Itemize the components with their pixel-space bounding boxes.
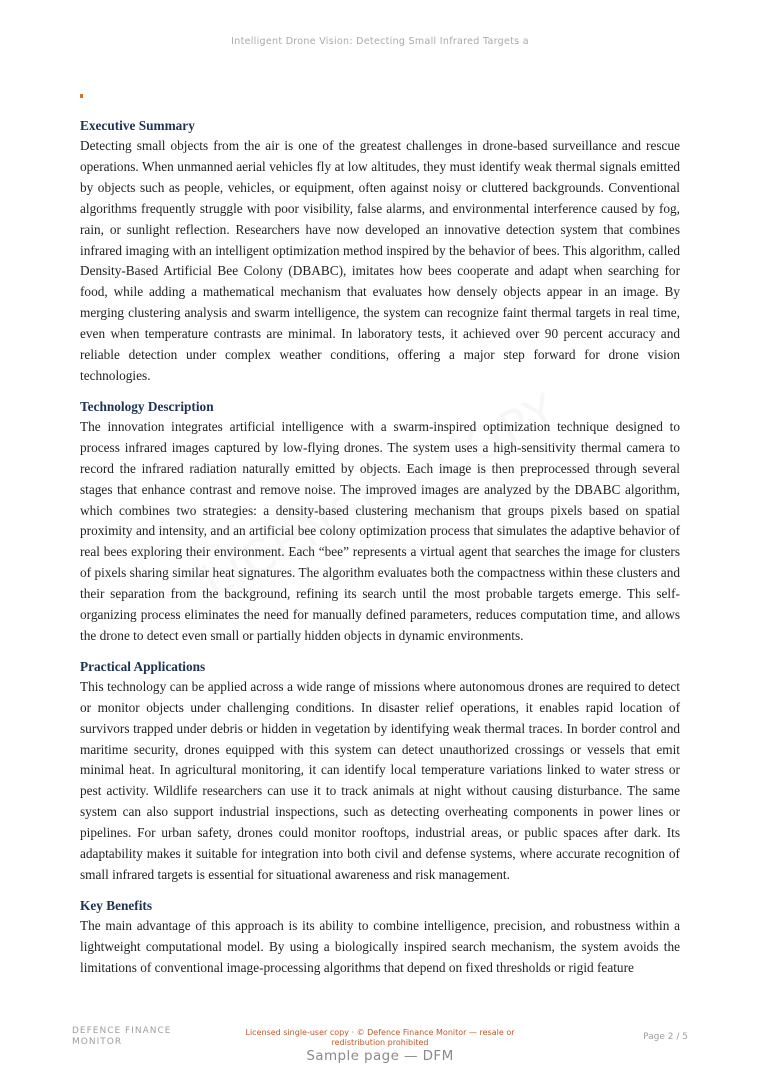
- section-paragraph: The main advantage of this approach is its ability to combine intelligence, precision, and robustness within a lightweight computational model. By using a biologically inspired search mechanism, the system avoids the limitations of conventional image-processing algorithms that depend on fixed thresholds or rigid feature: [80, 917, 680, 975]
- document-body: [80, 115, 680, 988]
- section-title: Executive Summary: [80, 118, 195, 133]
- section-technology-description: [80, 396, 680, 647]
- footer-brand-line: DEFENCE FINANCE: [72, 1026, 172, 1036]
- sample-page-stamp: Sample page — DFM: [306, 1048, 454, 1064]
- section-paragraph: This technology can be applied across a wide range of missions where autonomous drones are required to detect or monitor objects under challenging conditions. In disaster relief operations, it enables rapid location of survivors trapped under debris or hidden in vegetation by identifying weak thermal traces. In border control and maritime security, drones equipped with this system can detect unauthorized crossings or vessels that emit minimal heat. In agricultural monitoring, it can identify local temperature variations linked to water stress or pest activity. Wildlife researchers can use it to track animals at night without causing disturbance. The same system can also support industrial inspections, such as detecting overheating components in power lines or pipelines. For urban safety, drones could monitor rooftops, industrial areas, or public spaces after dark. Its adaptability makes it suitable for integration into both civil and defense systems, where accurate recognition of small infrared targets is essential for situational awareness and risk management.: [80, 678, 680, 882]
- section-executive-summary: [80, 115, 680, 387]
- section-title: Technology Description: [80, 398, 214, 414]
- section-practical-applications: [80, 656, 680, 886]
- section-paragraph: Detecting small objects from the air is one of the greatest challenges in drone-based surveillance and rescue operations. When unmanned aerial vehicles fly at low altitudes, they must identify weak thermal signals emitted by objects such as people, vehicles, or equipment, often against noisy or cluttered backgrounds. Conventional algorithms frequently struggle with poor visibility, false alarms, and environmental interference caused by fog, rain, or sunlight reflection. Researchers have now developed an innovative detection system that combines infrared imaging with an intelligent optimization method inspired by the behavior of bees. This algorithm, called Density-Based Artificial Bee Colony (DBABC), imitates how bees cooperate and adapt when searching for food, while adding a mathematical mechanism that evaluates how densely objects appear in an image. By merging clustering analysis and swarm intelligence, the system can recognize faint thermal targets in real time, even when temperature contrasts are minimal. In laboratory tests, it achieved over 90 percent accuracy and reliable detection under complex weather conditions, offering a major step forward for drone vision technologies.: [80, 138, 680, 383]
- page-number: Page 2 / 5: [643, 1032, 688, 1042]
- running-header: Intelligent Drone Vision: Detecting Small Infrared Targets a: [231, 36, 529, 47]
- section-key-benefits: [80, 895, 680, 979]
- section-paragraph: The innovation integrates artificial intelligence with a swarm-inspired optimization technique designed to process infrared images captured by low-flying drones. The system uses a high-sensitivity thermal camera to record the infrared radiation naturally emitted by objects. Each image is then preprocessed through several stages that enhance contrast and remove noise. The improved images are analyzed by the DBABC algorithm, which combines two strategies: a density-based clustering mechanism that groups pixels based on spatial proximity and intensity, and an artificial bee colony optimization process that simulates the adaptive behavior of real bees exploring their environment. Each “bee” represents a virtual agent that searches the image for clusters of pixels sharing similar heat signatures. The algorithm evaluates both the compactness within these clusters and their separation from the background, refining its search until the most probable targets emerge. This self-organizing process eliminates the need for manually defined parameters, reduces computation time, and allows the drone to detect even small or partially hidden objects in dynamic environments.: [80, 418, 680, 643]
- footer-license-notice: Licensed single-user copy · © Defence Finance Monitor — resale or redistribution prohibited: [245, 1028, 515, 1047]
- section-title: Key Benefits: [80, 897, 153, 913]
- footer-brand: [72, 1026, 202, 1048]
- section-title: Practical Applications: [80, 658, 206, 674]
- accent-mark: [80, 94, 83, 98]
- footer-brand-line: MONITOR: [72, 1037, 123, 1047]
